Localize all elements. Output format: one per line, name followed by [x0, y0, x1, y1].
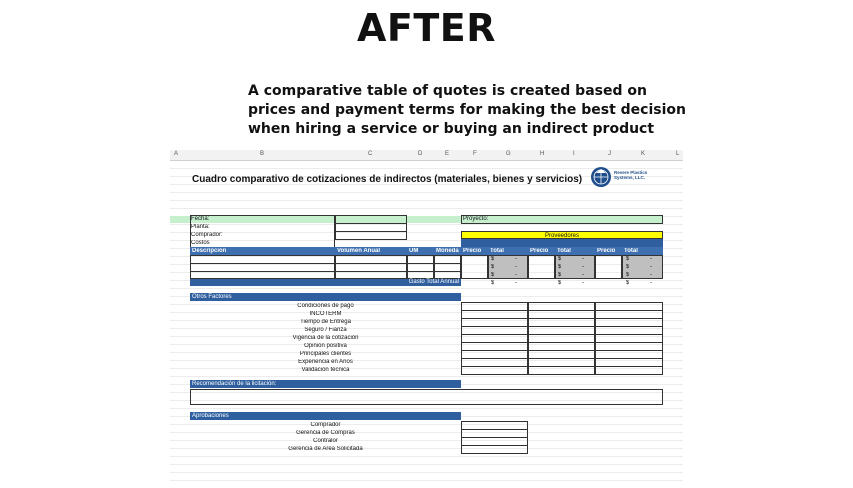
factor-label: Experiencia en Años	[298, 359, 353, 365]
total-dash: -	[515, 256, 517, 262]
row-divider-1	[190, 263, 461, 264]
total-dash: -	[582, 272, 584, 278]
col-i: I	[573, 151, 575, 157]
proyecto-label: Proyecto:	[463, 216, 489, 222]
total-dollar: $	[558, 256, 562, 262]
th-um: UM	[409, 248, 419, 254]
total-dash: -	[515, 280, 517, 286]
col-c: C	[368, 151, 373, 157]
total-dollar: $	[558, 264, 562, 270]
volumen-cells[interactable]	[335, 255, 407, 279]
recomendacion-input[interactable]	[190, 389, 663, 405]
total-dash: -	[515, 264, 517, 270]
factor-label: Seguro / Fianza	[304, 327, 347, 333]
col-j: J	[608, 151, 611, 157]
factor-input[interactable]	[528, 366, 595, 375]
moneda-cells[interactable]	[434, 255, 461, 279]
th-descripcion: Descripción	[192, 248, 227, 254]
otros-factores-header: Otros Factores	[190, 293, 461, 301]
factor-label: Principales clientes	[299, 351, 352, 357]
precio-2-cells[interactable]	[528, 255, 555, 279]
col-k: K	[641, 151, 646, 157]
grid-row-line	[170, 464, 683, 465]
aprobacion-label: Gerencia de Compras	[296, 430, 355, 436]
proveedores-header: Proveedores	[461, 231, 663, 239]
spreadsheet	[170, 150, 683, 488]
factor-label: Validación técnica	[301, 367, 350, 373]
th-precio-3: Precio	[597, 248, 616, 254]
aprobacion-input[interactable]	[461, 445, 528, 454]
total-dash: -	[582, 256, 584, 262]
total-dash: -	[650, 256, 652, 262]
logo-globe-icon	[590, 166, 612, 188]
aprobaciones-header: Aprobaciones	[190, 412, 461, 420]
total-dollar: $	[626, 264, 630, 270]
th-volumen: Volumen Anual	[337, 248, 381, 254]
col-d: D	[418, 151, 423, 157]
total-dash: -	[582, 280, 584, 286]
total-dash: -	[650, 280, 652, 286]
grid-row-line	[170, 208, 683, 209]
factor-input[interactable]	[461, 366, 528, 375]
th-total-2: Total	[557, 248, 571, 254]
total-dollar: $	[491, 256, 495, 262]
total-dollar: $	[491, 272, 495, 278]
total-dash: -	[650, 272, 652, 278]
grid-row-line	[170, 456, 683, 457]
grid-row-line	[170, 288, 683, 289]
total-dollar: $	[558, 272, 562, 278]
logo-text: Revere Plastics Systems, LLC.	[614, 170, 648, 180]
descripcion-cells[interactable]	[190, 255, 335, 279]
th-precio-2: Precio	[530, 248, 549, 254]
aprobacion-label: Contralor	[313, 438, 338, 444]
factor-label: Tiempo de Entrega	[300, 319, 351, 325]
column-header-row	[170, 150, 683, 161]
planta-label: Planta:	[191, 224, 210, 230]
slide-description: A comparative table of quotes is created based on prices and payment terms for making the best decision when hiring a service or buying an indirect product	[248, 83, 686, 137]
costos-label: Costos	[191, 240, 210, 246]
th-moneda: Moneda	[436, 248, 459, 254]
recomendacion-header: Recomendación de la licitación:	[190, 380, 461, 388]
total-dollar: $	[626, 272, 630, 278]
total-dash: -	[515, 272, 517, 278]
comprador-label: Comprador:	[191, 232, 223, 238]
factor-label: Vigencia de la cotización	[292, 335, 359, 341]
total-dash: -	[582, 264, 584, 270]
header-fields-frame	[190, 215, 335, 248]
aprobacion-label: Comprador	[310, 422, 341, 428]
precio-3-cells[interactable]	[595, 255, 622, 279]
row-divider-2	[190, 271, 461, 272]
proyecto-field[interactable]	[461, 215, 663, 224]
grid-row-line	[170, 480, 683, 481]
um-cells[interactable]	[407, 255, 434, 279]
total-dollar: $	[626, 280, 630, 286]
factor-label: Condiciones de pago	[297, 303, 354, 309]
total-dollar: $	[626, 256, 630, 262]
col-f: F	[473, 151, 477, 157]
grid-row-line	[170, 472, 683, 473]
col-a: A	[174, 151, 179, 157]
slide-title: AFTER	[356, 6, 496, 50]
company-logo	[590, 166, 660, 192]
comprador-input[interactable]	[335, 231, 407, 240]
aprobacion-label: Gerencia de Area Solicitada	[288, 446, 363, 452]
total-dash: -	[650, 264, 652, 270]
col-h: H	[540, 151, 545, 157]
col-b: B	[260, 151, 265, 157]
proveedores-blue-band	[461, 239, 663, 247]
total-dollar: $	[491, 280, 495, 286]
col-g: G	[506, 151, 511, 157]
factor-label: INCOTERM	[309, 311, 342, 317]
col-e: E	[445, 151, 450, 157]
factor-label: Opinión positiva	[304, 343, 347, 349]
th-precio-1: Precio	[463, 248, 482, 254]
precio-1-cells[interactable]	[461, 255, 488, 279]
total-dollar: $	[491, 264, 495, 270]
sheet-title: Cuadro comparativo de cotizaciones de indirectos (materiales, bienes y servicios)	[192, 174, 583, 185]
col-l: L	[676, 151, 680, 157]
fecha-label: Fecha:	[191, 216, 210, 222]
th-total-3: Total	[624, 248, 638, 254]
total-dollar: $	[558, 280, 562, 286]
gasto-total-label: Gasto Total Annual	[190, 279, 461, 286]
grid-row-line	[170, 408, 683, 409]
th-total-1: Total	[490, 248, 504, 254]
table-header-row	[190, 247, 663, 255]
factor-input[interactable]	[595, 366, 663, 375]
grid-row-line	[170, 192, 683, 193]
grid-row-line	[170, 200, 683, 201]
grid-row-line	[170, 376, 683, 377]
